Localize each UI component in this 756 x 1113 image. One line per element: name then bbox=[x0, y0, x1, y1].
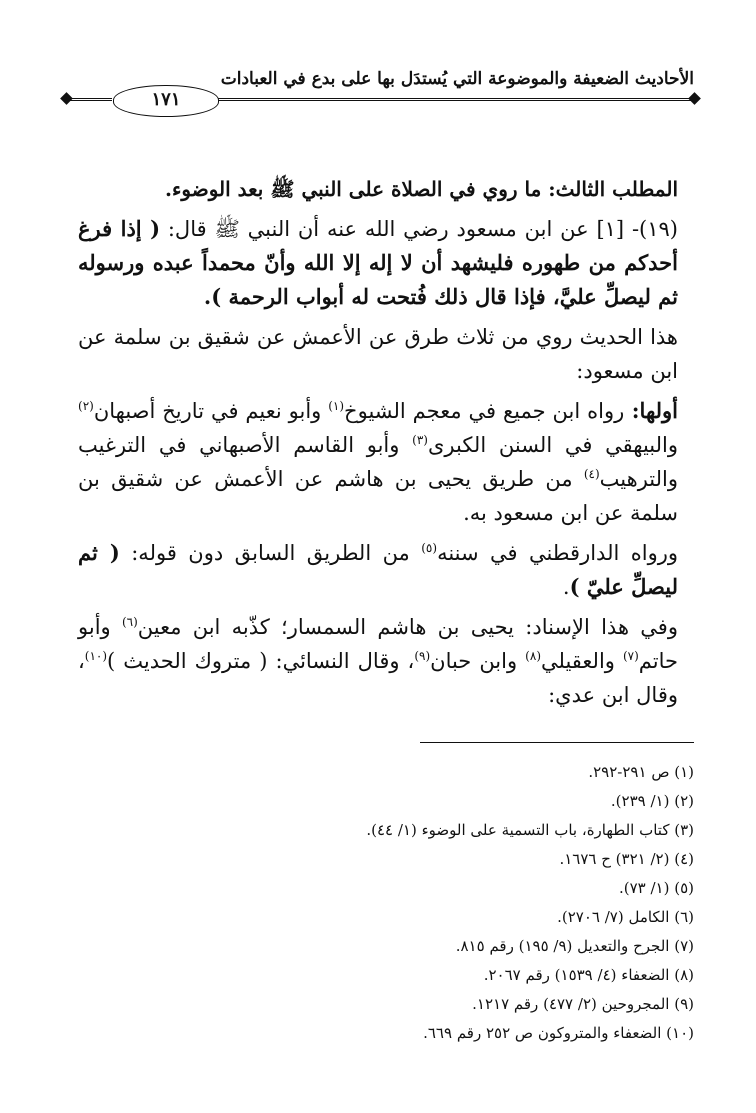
text: وفي هذا الإسناد: يحيى بن هاشم السمسار؛ كذّبه ابن معين bbox=[137, 615, 678, 639]
text: وأبو نعيم في تاريخ أصبهان bbox=[93, 399, 329, 423]
header-ornament-right bbox=[688, 92, 701, 105]
text: ، وقال ابن عدي: bbox=[78, 649, 678, 707]
footnote: (٦) الكامل (٧/ ٢٧٠٦). bbox=[557, 908, 694, 926]
text: ، وقال النسائي: ( متروك الحديث ) bbox=[107, 649, 415, 673]
paragraph-routes: هذا الحديث روي من ثلاث طرق عن الأعمش عن شقيق بن سلمة عن ابن مسعود: bbox=[78, 325, 678, 383]
footnote: (٧) الجرح والتعديل (٩/ ١٩٥) رقم ٨١٥. bbox=[455, 937, 694, 955]
footnote-ref[interactable]: (٨) bbox=[525, 649, 541, 663]
footnote-ref[interactable]: (٣) bbox=[412, 433, 428, 447]
footnote: (٥) (١/ ٧٣). bbox=[618, 879, 694, 897]
text: ورواه الدارقطني في سننه bbox=[437, 541, 678, 565]
paragraph-isnad bbox=[78, 610, 678, 712]
text: وأبو حاتم bbox=[78, 615, 678, 673]
footnote-ref[interactable]: (١٠) bbox=[84, 649, 108, 663]
first-route-label: أولها: bbox=[624, 398, 678, 423]
footnote: (٩) المجروحين (٢/ ٤٧٧) رقم ١٢١٧. bbox=[472, 995, 694, 1013]
paragraph-first-route bbox=[78, 394, 678, 530]
footnote-ref[interactable]: (٧) bbox=[622, 649, 639, 663]
quote: ( ثم ليصلِّ عليّ ) bbox=[78, 540, 678, 599]
text: . bbox=[562, 575, 570, 599]
footnote: (١) ص ٢٩١-٢٩٢. bbox=[588, 763, 694, 781]
footnote-ref[interactable]: (٤) bbox=[583, 467, 600, 481]
running-title: الأحاديث الضعيفة والموضوعة التي يُستدَل بها على بدع في العبادات bbox=[220, 69, 694, 89]
footnote-ref[interactable]: (١) bbox=[328, 399, 345, 413]
footnote-ref[interactable]: (٢) bbox=[78, 399, 94, 413]
body-text bbox=[78, 172, 678, 718]
text: والبيهقي في السنن الكبرى bbox=[427, 433, 678, 457]
footnote: (٣) كتاب الطهارة، باب التسمية على الوضوء (١/ ٤٤). bbox=[366, 821, 694, 839]
header-rule-left bbox=[70, 98, 112, 101]
footnote: (٨) الضعفاء (٤/ ١٥٣٩) رقم ٢٠٦٧. bbox=[483, 966, 694, 984]
footnote-ref[interactable]: (٦) bbox=[121, 615, 138, 629]
text: رواه ابن جميع في معجم الشيوخ bbox=[344, 399, 625, 423]
text: من الطريق السابق دون قوله: bbox=[119, 541, 422, 565]
footnote: (١٠) الضعفاء والمتروكون ص ٢٥٢ رقم ٦٦٩. bbox=[423, 1024, 694, 1042]
footnotes bbox=[74, 758, 694, 1048]
text: وابن حبان bbox=[430, 649, 526, 673]
hadith-paragraph bbox=[78, 212, 678, 314]
footnote-ref[interactable]: (٩) bbox=[414, 649, 431, 663]
page-number: ١٧١ bbox=[151, 89, 181, 110]
header-rule-right bbox=[218, 98, 694, 101]
footnote: (٤) (٢/ ٣٢١) ح ١٦٧٦. bbox=[559, 850, 694, 868]
footnote: (٢) (١/ ٢٣٩). bbox=[610, 792, 694, 810]
text: والعقيلي bbox=[541, 649, 623, 673]
page-number-oval bbox=[113, 85, 219, 117]
footnote-ref[interactable]: (٥) bbox=[421, 541, 438, 555]
section-heading: المطلب الثالث: ما روي في الصلاة على النبي ﷺ بعد الوضوء. bbox=[165, 177, 678, 201]
text: من طريق يحيى بن هاشم عن الأعمش عن شقيق بن سلمة عن ابن مسعود به. bbox=[78, 467, 678, 525]
hadith-quote: ( إذا فرغ أحدكم من طهوره فليشهد أن لا إله إلا الله وأنّ محمداً عبده ورسوله ثم ليصلِّ عليَّ، فإذا قال ذلك فُتحت له أبواب الرحمة ). bbox=[78, 216, 678, 309]
footnote-separator bbox=[420, 742, 694, 743]
text: وأبو القاسم الأصبهاني في الترغيب والترهيب bbox=[78, 433, 678, 491]
paragraph-daraqutni bbox=[78, 536, 678, 604]
hadith-lead: (١٩)- [١] عن ابن مسعود رضي الله عنه أن النبي ﷺ قال: bbox=[160, 217, 678, 241]
